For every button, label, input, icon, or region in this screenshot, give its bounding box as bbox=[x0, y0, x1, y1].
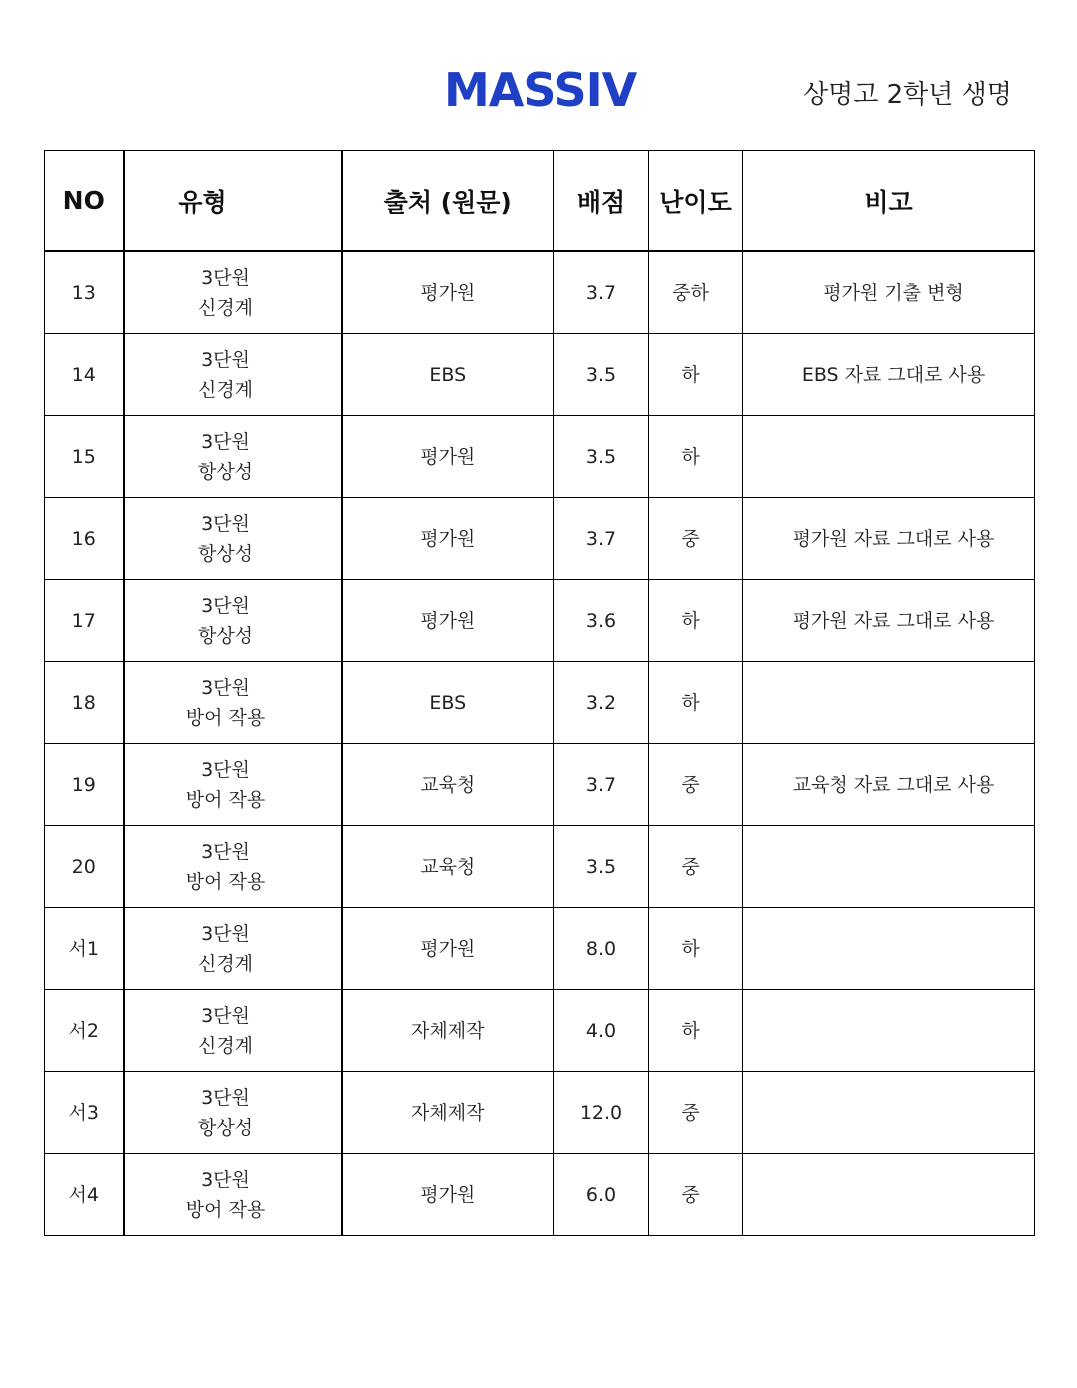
cell-type-topic: 신경계 bbox=[197, 1034, 254, 1057]
cell-source: 평가원 bbox=[342, 498, 554, 580]
cell-difficulty: 하 bbox=[649, 580, 743, 662]
cell-no: 서1 bbox=[45, 908, 124, 990]
cell-type bbox=[124, 744, 342, 826]
cell-type-topic: 항상성 bbox=[197, 624, 254, 647]
cell-note bbox=[743, 826, 1035, 908]
cell-type bbox=[124, 1154, 342, 1236]
cell-score: 8.0 bbox=[554, 908, 649, 990]
cell-difficulty: 하 bbox=[649, 908, 743, 990]
cell-source: 자체제작 bbox=[342, 1072, 554, 1154]
cell-no: 서2 bbox=[45, 990, 124, 1072]
massiv-logo: MASSIV bbox=[444, 63, 637, 117]
table-row bbox=[45, 1072, 1035, 1154]
cell-difficulty: 중하 bbox=[649, 251, 743, 334]
cell-no: 18 bbox=[45, 662, 124, 744]
cell-type-topic: 신경계 bbox=[197, 378, 254, 401]
cell-type bbox=[124, 826, 342, 908]
cell-type-topic: 신경계 bbox=[197, 952, 254, 975]
cell-type-topic: 방어 작용 bbox=[185, 870, 266, 893]
cell-no: 19 bbox=[45, 744, 124, 826]
cell-difficulty: 중 bbox=[649, 1154, 743, 1236]
table-row bbox=[45, 990, 1035, 1072]
cell-score: 12.0 bbox=[554, 1072, 649, 1154]
table-header-row bbox=[45, 151, 1035, 252]
cell-score: 3.7 bbox=[554, 498, 649, 580]
cell-no: 13 bbox=[45, 251, 124, 334]
column-header-source: 출처 (원문) bbox=[342, 151, 554, 252]
cell-difficulty: 하 bbox=[649, 662, 743, 744]
cell-type-topic: 항상성 bbox=[197, 460, 254, 483]
cell-score: 3.2 bbox=[554, 662, 649, 744]
table-row bbox=[45, 662, 1035, 744]
cell-type-unit: 3단원 bbox=[201, 348, 250, 371]
cell-type-topic: 항상성 bbox=[197, 1116, 254, 1139]
cell-source: 교육청 bbox=[342, 826, 554, 908]
column-header-note: 비고 bbox=[743, 151, 1035, 252]
cell-source: EBS bbox=[342, 334, 554, 416]
cell-no: 14 bbox=[45, 334, 124, 416]
cell-difficulty: 중 bbox=[649, 744, 743, 826]
cell-type-unit: 3단원 bbox=[201, 1168, 250, 1191]
cell-type-topic: 항상성 bbox=[197, 542, 254, 565]
cell-type bbox=[124, 580, 342, 662]
cell-difficulty: 하 bbox=[649, 416, 743, 498]
table-body bbox=[45, 251, 1035, 1236]
cell-type bbox=[124, 251, 342, 334]
cell-type-unit: 3단원 bbox=[201, 922, 250, 945]
cell-type-unit: 3단원 bbox=[201, 840, 250, 863]
cell-type-unit: 3단원 bbox=[201, 1086, 250, 1109]
cell-type-unit: 3단원 bbox=[201, 594, 250, 617]
cell-type-unit: 3단원 bbox=[201, 512, 250, 535]
table-row bbox=[45, 1154, 1035, 1236]
cell-type-unit: 3단원 bbox=[201, 758, 250, 781]
table-row bbox=[45, 251, 1035, 334]
cell-note: 평가원 자료 그대로 사용 bbox=[743, 498, 1035, 580]
cell-difficulty: 하 bbox=[649, 990, 743, 1072]
cell-source: 평가원 bbox=[342, 251, 554, 334]
cell-type-unit: 3단원 bbox=[201, 1004, 250, 1027]
cell-source: EBS bbox=[342, 662, 554, 744]
cell-type bbox=[124, 908, 342, 990]
cell-note bbox=[743, 908, 1035, 990]
table-row bbox=[45, 334, 1035, 416]
cell-score: 3.7 bbox=[554, 251, 649, 334]
cell-type bbox=[124, 334, 342, 416]
document-subtitle: 상명고 2학년 생명 bbox=[803, 80, 1012, 110]
cell-no: 17 bbox=[45, 580, 124, 662]
cell-type-topic: 방어 작용 bbox=[185, 1198, 266, 1221]
cell-source: 평가원 bbox=[342, 1154, 554, 1236]
cell-note: EBS 자료 그대로 사용 bbox=[743, 334, 1035, 416]
cell-no: 서4 bbox=[45, 1154, 124, 1236]
cell-type bbox=[124, 990, 342, 1072]
cell-type-topic: 방어 작용 bbox=[185, 706, 266, 729]
cell-difficulty: 중 bbox=[649, 1072, 743, 1154]
exam-analysis-table bbox=[44, 150, 1035, 1236]
cell-score: 3.6 bbox=[554, 580, 649, 662]
cell-score: 3.5 bbox=[554, 416, 649, 498]
cell-no: 16 bbox=[45, 498, 124, 580]
cell-source: 평가원 bbox=[342, 416, 554, 498]
cell-score: 3.5 bbox=[554, 826, 649, 908]
cell-type bbox=[124, 498, 342, 580]
cell-difficulty: 중 bbox=[649, 498, 743, 580]
cell-type bbox=[124, 662, 342, 744]
cell-difficulty: 중 bbox=[649, 826, 743, 908]
table-row bbox=[45, 826, 1035, 908]
table-row bbox=[45, 580, 1035, 662]
cell-note bbox=[743, 1154, 1035, 1236]
cell-note: 평가원 자료 그대로 사용 bbox=[743, 580, 1035, 662]
cell-difficulty: 하 bbox=[649, 334, 743, 416]
cell-note: 교육청 자료 그대로 사용 bbox=[743, 744, 1035, 826]
cell-type-unit: 3단원 bbox=[201, 676, 250, 699]
cell-type bbox=[124, 1072, 342, 1154]
cell-score: 6.0 bbox=[554, 1154, 649, 1236]
cell-note bbox=[743, 1072, 1035, 1154]
column-header-score: 배점 bbox=[554, 151, 649, 252]
cell-type bbox=[124, 416, 342, 498]
cell-type-unit: 3단원 bbox=[201, 266, 250, 289]
cell-type-topic: 방어 작용 bbox=[185, 788, 266, 811]
cell-score: 4.0 bbox=[554, 990, 649, 1072]
cell-type-unit: 3단원 bbox=[201, 430, 250, 453]
cell-no: 서3 bbox=[45, 1072, 124, 1154]
cell-note bbox=[743, 416, 1035, 498]
cell-type-topic: 신경계 bbox=[197, 296, 254, 319]
cell-score: 3.7 bbox=[554, 744, 649, 826]
table-row bbox=[45, 498, 1035, 580]
table-row bbox=[45, 416, 1035, 498]
cell-score: 3.5 bbox=[554, 334, 649, 416]
table-row bbox=[45, 908, 1035, 990]
cell-note bbox=[743, 662, 1035, 744]
cell-note bbox=[743, 990, 1035, 1072]
cell-source: 자체제작 bbox=[342, 990, 554, 1072]
column-header-no: NO bbox=[45, 151, 124, 252]
cell-source: 평가원 bbox=[342, 580, 554, 662]
cell-no: 15 bbox=[45, 416, 124, 498]
cell-source: 평가원 bbox=[342, 908, 554, 990]
cell-note: 평가원 기출 변형 bbox=[743, 251, 1035, 334]
column-header-difficulty: 난이도 bbox=[649, 151, 743, 252]
cell-source: 교육청 bbox=[342, 744, 554, 826]
column-header-type: 유형 bbox=[124, 151, 342, 252]
table-row bbox=[45, 744, 1035, 826]
cell-no: 20 bbox=[45, 826, 124, 908]
